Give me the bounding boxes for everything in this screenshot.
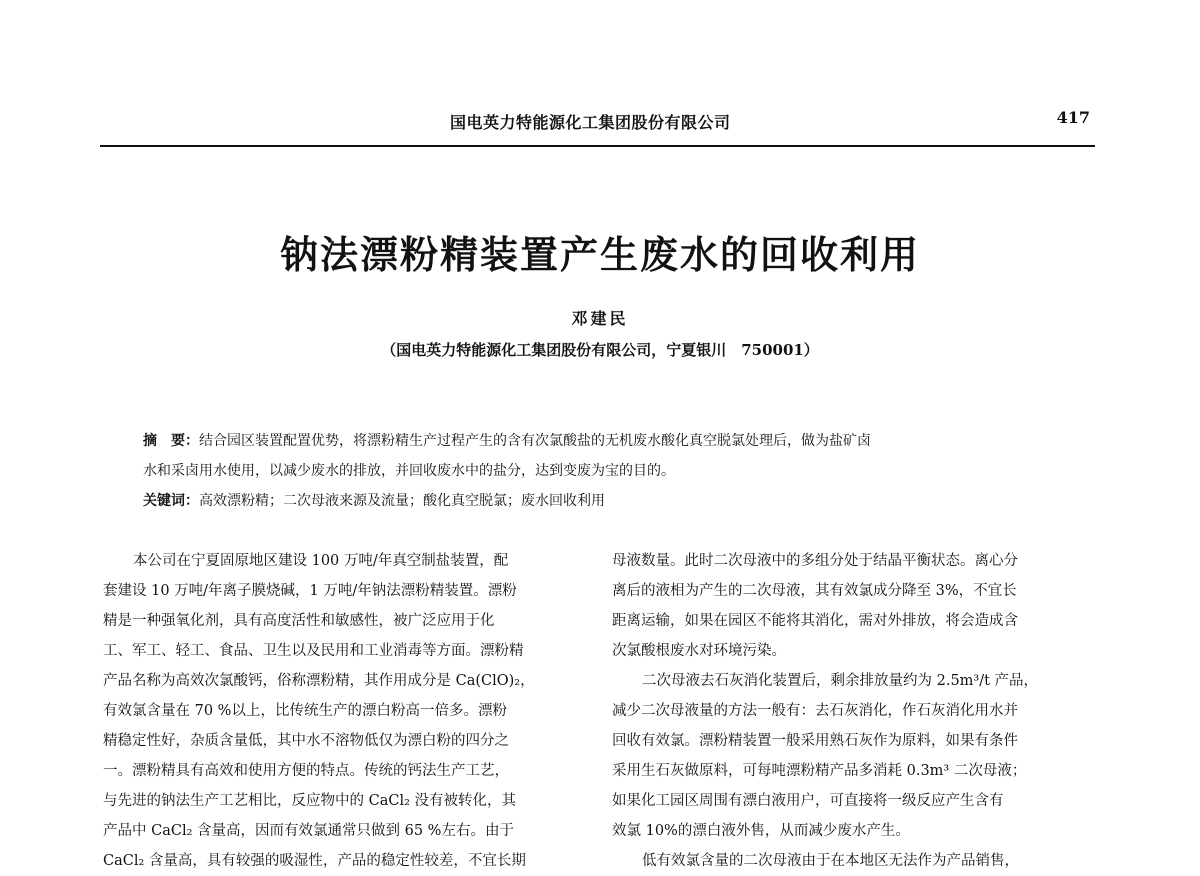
body-line: 本公司在宁夏固原地区建设 100 万吨/年真空制盐装置，配	[133, 553, 509, 569]
body-line: 离后的液相为产生的二次母液，其有效氯成分降至 3%，不宜长	[612, 583, 1017, 599]
body-line: 一。漂粉精具有高效和使用方便的特点。传统的钙法生产工艺，	[103, 763, 509, 779]
body-line: 套建设 10 万吨/年离子膜烧碱，1 万吨/年钠法漂粉精装置。漂粉	[103, 583, 517, 599]
body-line: 有效氯含量在 70 %以上，比传统生产的漂白粉高一倍多。漂粉	[103, 703, 507, 719]
body-left-column	[103, 546, 583, 876]
body-line: 效氯 10%的漂白液外售，从而减少废水产生。	[612, 823, 910, 839]
body-line: 与先进的钠法生产工艺相比，反应物中的 CaCl₂ 没有被转化，其	[103, 793, 516, 809]
body-line: 减少二次母液量的方法一般有：去石灰消化，作石灰消化用水并	[612, 703, 1018, 719]
keywords-text: 高效漂粉精；二次母液来源及流量；酸化真空脱氯；废水回收利用	[199, 493, 605, 509]
affiliation: （国电英力特能源化工集团股份有限公司，宁夏银川 750001）	[381, 341, 819, 359]
body-line: 产品名称为高效次氯酸钙，俗称漂粉精，其作用成分是 Ca(ClO)₂，	[103, 673, 535, 689]
body-right-column	[612, 546, 1092, 876]
body-line: 如果化工园区周围有漂白液用户，可直接将一级反应产生含有	[612, 793, 1004, 809]
abstract-block	[143, 426, 1063, 516]
page-number: 417	[1056, 108, 1090, 127]
body-line: 采用生石灰做原料，可每吨漂粉精产品多消耗 0.3m³ 二次母液；	[612, 763, 1027, 779]
body-line: 精是一种强氧化剂，具有高度活性和敏感性，被广泛应用于化	[103, 613, 495, 629]
header-rule	[100, 145, 1095, 147]
body-line: 产品中 CaCl₂ 含量高，因而有效氯通常只做到 65 %左右。由于	[103, 823, 514, 839]
paper-title: 钠法漂粉精装置产生废水的回收利用	[279, 233, 920, 277]
body-line: 工、军工、轻工、食品、卫生以及民用和工业消毒等方面。漂粉精	[103, 643, 524, 659]
abstract-line-2: 水和采卤用水使用，以减少废水的排放，并回收废水中的盐分，达到变废为宝的目的。	[143, 463, 675, 479]
keywords-line	[143, 486, 1063, 516]
author: 邓建民	[571, 309, 629, 328]
body-line: 距离运输，如果在园区不能将其消化，需对外排放，将会造成含	[612, 613, 1018, 629]
abstract-line-1	[143, 426, 1063, 456]
body-line: 二次母液去石灰消化装置后，剩余排放量约为 2.5m³/t 产品，	[642, 673, 1039, 689]
body-line: 低有效氯含量的二次母液由于在本地区无法作为产品销售，	[642, 853, 1019, 869]
running-header	[100, 103, 1095, 143]
abstract-label: 摘 要：	[143, 433, 199, 449]
body-line: CaCl₂ 含量高，具有较强的吸湿性，产品的稳定性较差，不宜长期	[103, 853, 526, 869]
abstract-text-1: 结合园区装置配置优势，将漂粉精生产过程产生的含有次氯酸盐的无机废水酸化真空脱氯处理后，做为盐矿卤	[199, 433, 871, 449]
body-line: 精稳定性好，杂质含量低，其中水不溶物低仅为漂白粉的四分之	[103, 733, 509, 749]
body-line: 母液数量。此时二次母液中的多组分处于结晶平衡状态。离心分	[612, 553, 1018, 569]
running-head: 国电英力特能源化工集团股份有限公司	[450, 113, 731, 132]
keywords-label: 关键词：	[143, 493, 199, 509]
body-line: 次氯酸根废水对环境污染。	[612, 643, 786, 659]
body-line: 回收有效氯。漂粉精装置一般采用熟石灰作为原料，如果有条件	[612, 733, 1018, 749]
